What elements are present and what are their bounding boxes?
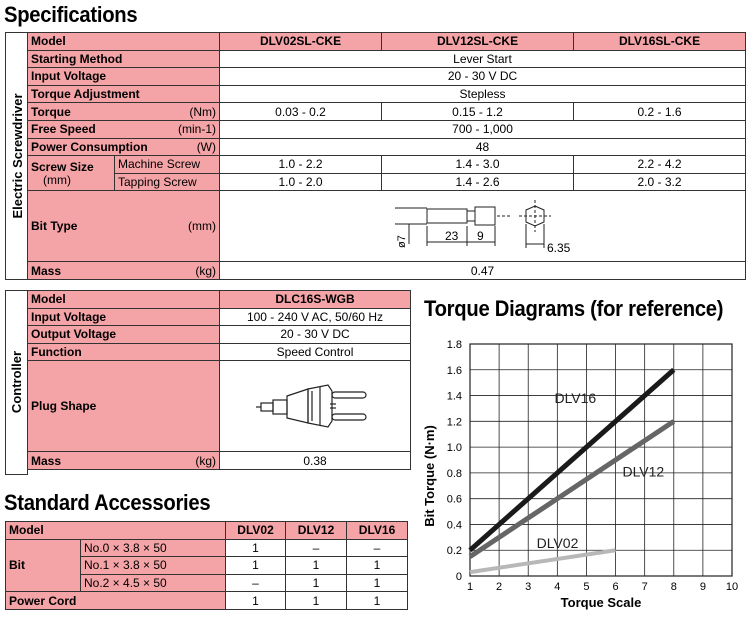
row-value: 20 - 30 V DC — [220, 326, 411, 344]
x-tick-label: 10 — [725, 581, 739, 593]
accessories-header-row — [6, 522, 408, 540]
specifications-title: Specifications — [4, 2, 138, 27]
spec-table — [27, 32, 746, 280]
spec-model-dlv16: DLV16SL-CKE — [574, 33, 746, 51]
controller-model-value: DLC16S-WGB — [220, 291, 411, 309]
bit-type-unit: (mm) — [188, 219, 217, 234]
row-value: 1 — [226, 592, 286, 610]
spec-row-machine-screw — [28, 156, 746, 174]
accessories-col-dlv02: DLV02 — [226, 522, 286, 540]
controller-row-input-voltage — [28, 308, 411, 326]
row-label: Starting Method — [28, 50, 220, 68]
y-tick-label: 1.4 — [446, 390, 462, 403]
bit-size-label: No.2 × 4.5 × 50 — [81, 574, 226, 592]
row-value: – — [347, 539, 408, 557]
free-speed-unit: (min-1) — [178, 122, 217, 137]
row-value: 1 — [347, 557, 408, 575]
y-tick-label: 0 — [455, 571, 462, 583]
controller-row-output-voltage — [28, 326, 411, 344]
power-cord-label: Power Cord — [6, 592, 226, 610]
row-value: 1 — [286, 557, 347, 575]
row-label: Input Voltage — [28, 308, 220, 326]
row-label: Input Voltage — [28, 68, 220, 86]
y-tick-label: 1.2 — [446, 416, 462, 429]
spec-row-free-speed — [28, 120, 746, 138]
y-tick-label: 0.2 — [446, 545, 462, 558]
x-tick-label: 5 — [583, 581, 590, 593]
row-value: 0.47 — [220, 262, 746, 280]
bit-dim-dia: ø7 — [396, 235, 409, 249]
screw-size-unit: (mm) — [43, 172, 71, 187]
controller-row-function — [28, 343, 411, 361]
plot-area — [470, 344, 732, 576]
row-value: – — [286, 539, 347, 557]
mass-label: Mass — [31, 263, 62, 278]
plug-drawing-cell — [220, 361, 411, 452]
row-value: 2.2 - 4.2 — [574, 156, 746, 174]
spec-row-torque-adjustment — [28, 85, 746, 103]
x-tick-label: 7 — [641, 581, 648, 593]
screw-size-label — [28, 156, 115, 191]
machine-screw-label: Machine Screw — [115, 156, 220, 174]
row-value: 1 — [286, 574, 347, 592]
row-value: 1.4 - 3.0 — [382, 156, 574, 174]
controller-model-label: Model — [28, 291, 220, 309]
y-tick-label: 0.8 — [446, 467, 462, 480]
bit-type-label: Bit Type — [31, 219, 78, 234]
power-unit: (W) — [196, 139, 217, 154]
x-tick-label: 9 — [699, 581, 706, 593]
row-label — [28, 120, 220, 138]
row-value: 100 - 240 V AC, 50/60 Hz — [220, 308, 411, 326]
row-value: 1.4 - 2.6 — [382, 173, 574, 191]
row-value: 1 — [286, 592, 347, 610]
accessories-row-power-cord — [6, 592, 408, 610]
row-value: 1 — [347, 592, 408, 610]
series-label-dlv12: DLV12 — [622, 463, 665, 480]
row-value: 1.0 - 2.0 — [220, 173, 382, 191]
bit-drawing — [395, 196, 595, 256]
row-label — [28, 103, 220, 121]
series-label-dlv16: DLV16 — [554, 389, 597, 406]
x-tick-label: 8 — [670, 581, 677, 593]
spec-model-dlv02: DLV02SL-CKE — [220, 33, 382, 51]
bit-size-label: No.1 × 3.8 × 50 — [81, 557, 226, 575]
x-tick-label: 2 — [496, 581, 503, 593]
controller-header-row — [28, 291, 411, 309]
row-label: Torque Adjustment — [28, 85, 220, 103]
controller-mass-label: Mass — [31, 453, 62, 468]
controller-row-mass — [28, 452, 411, 470]
controller-mass-unit: (kg) — [195, 453, 216, 468]
accessories-row-bit-0 — [6, 539, 408, 557]
row-value: – — [226, 574, 286, 592]
bit-dim-len1: 23 — [445, 229, 459, 244]
bit-drawing-cell — [220, 191, 746, 262]
row-label — [28, 138, 220, 156]
spec-model-dlv12: DLV12SL-CKE — [382, 33, 574, 51]
accessories-model-label: Model — [6, 522, 226, 540]
tapping-screw-label: Tapping Screw — [115, 173, 220, 191]
y-tick-label: 1.6 — [446, 364, 462, 377]
spec-row-input-voltage — [28, 68, 746, 86]
accessories-bit-label: Bit — [6, 539, 81, 592]
chart-ylabel: Bit Torque (N·m) — [422, 425, 437, 527]
row-value: 700 - 1,000 — [220, 120, 746, 138]
row-label — [28, 262, 220, 280]
plug-drawing — [256, 371, 386, 441]
row-value: 2.0 - 3.2 — [574, 173, 746, 191]
spec-row-bit-type — [28, 191, 746, 262]
free-speed-label: Free Speed — [31, 122, 96, 137]
mass-unit: (kg) — [195, 263, 217, 278]
row-label: Output Voltage — [28, 326, 220, 344]
row-value: 20 - 30 V DC — [220, 68, 746, 86]
spec-side-label: Electric Screwdriver — [10, 93, 25, 219]
row-value: 1.0 - 2.2 — [220, 156, 382, 174]
bit-dim-hex: 6.35 — [547, 241, 571, 256]
screw-size-title: Screw Size — [31, 159, 94, 174]
row-value: 1 — [226, 539, 286, 557]
spec-model-label: Model — [28, 33, 220, 51]
chart-xlabel: Torque Scale — [560, 595, 642, 610]
row-value: 48 — [220, 138, 746, 156]
row-label — [28, 191, 220, 262]
bit-size-label: No.0 × 3.8 × 50 — [81, 539, 226, 557]
row-value: 1 — [226, 557, 286, 575]
row-value: Stepless — [220, 85, 746, 103]
y-tick-label: 0.4 — [446, 519, 462, 532]
accessories-table — [5, 521, 408, 610]
row-value: 0.15 - 1.2 — [382, 103, 574, 121]
series-label-dlv02: DLV02 — [536, 534, 579, 551]
row-value: 0.38 — [220, 452, 411, 470]
accessories-title: Standard Accessories — [4, 490, 211, 515]
torque-chart — [420, 328, 750, 623]
accessories-col-dlv16: DLV16 — [347, 522, 408, 540]
accessories-col-dlv12: DLV12 — [286, 522, 347, 540]
x-tick-label: 6 — [612, 581, 619, 593]
row-value: 0.2 - 1.6 — [574, 103, 746, 121]
controller-row-plug-shape — [28, 361, 411, 452]
row-value: Speed Control — [220, 343, 411, 361]
spec-row-power — [28, 138, 746, 156]
row-value: 0.03 - 0.2 — [220, 103, 382, 121]
spec-row-starting-method — [28, 50, 746, 68]
controller-table — [27, 290, 411, 470]
row-label: Function — [28, 343, 220, 361]
y-tick-label: 0.6 — [446, 493, 462, 506]
row-value: Lever Start — [220, 50, 746, 68]
row-label — [28, 452, 220, 470]
row-label: Plug Shape — [28, 361, 220, 452]
x-tick-label: 1 — [466, 581, 474, 593]
spec-header-row — [28, 33, 746, 51]
torque-unit: (Nm) — [189, 104, 217, 119]
x-tick-label: 4 — [554, 581, 561, 593]
y-tick-label: 1.0 — [446, 442, 462, 455]
spec-row-tapping-screw — [28, 173, 746, 191]
row-value: 1 — [347, 574, 408, 592]
torque-label: Torque — [31, 104, 71, 119]
torque-diagram-title: Torque Diagrams (for reference) — [424, 296, 724, 321]
spec-row-mass — [28, 262, 746, 280]
bit-dim-len2: 9 — [477, 229, 484, 244]
y-tick-label: 1.8 — [446, 339, 462, 351]
spec-row-torque — [28, 103, 746, 121]
power-label: Power Consumption — [31, 139, 148, 154]
controller-side-label: Controller — [9, 350, 24, 414]
x-tick-label: 3 — [525, 581, 532, 593]
